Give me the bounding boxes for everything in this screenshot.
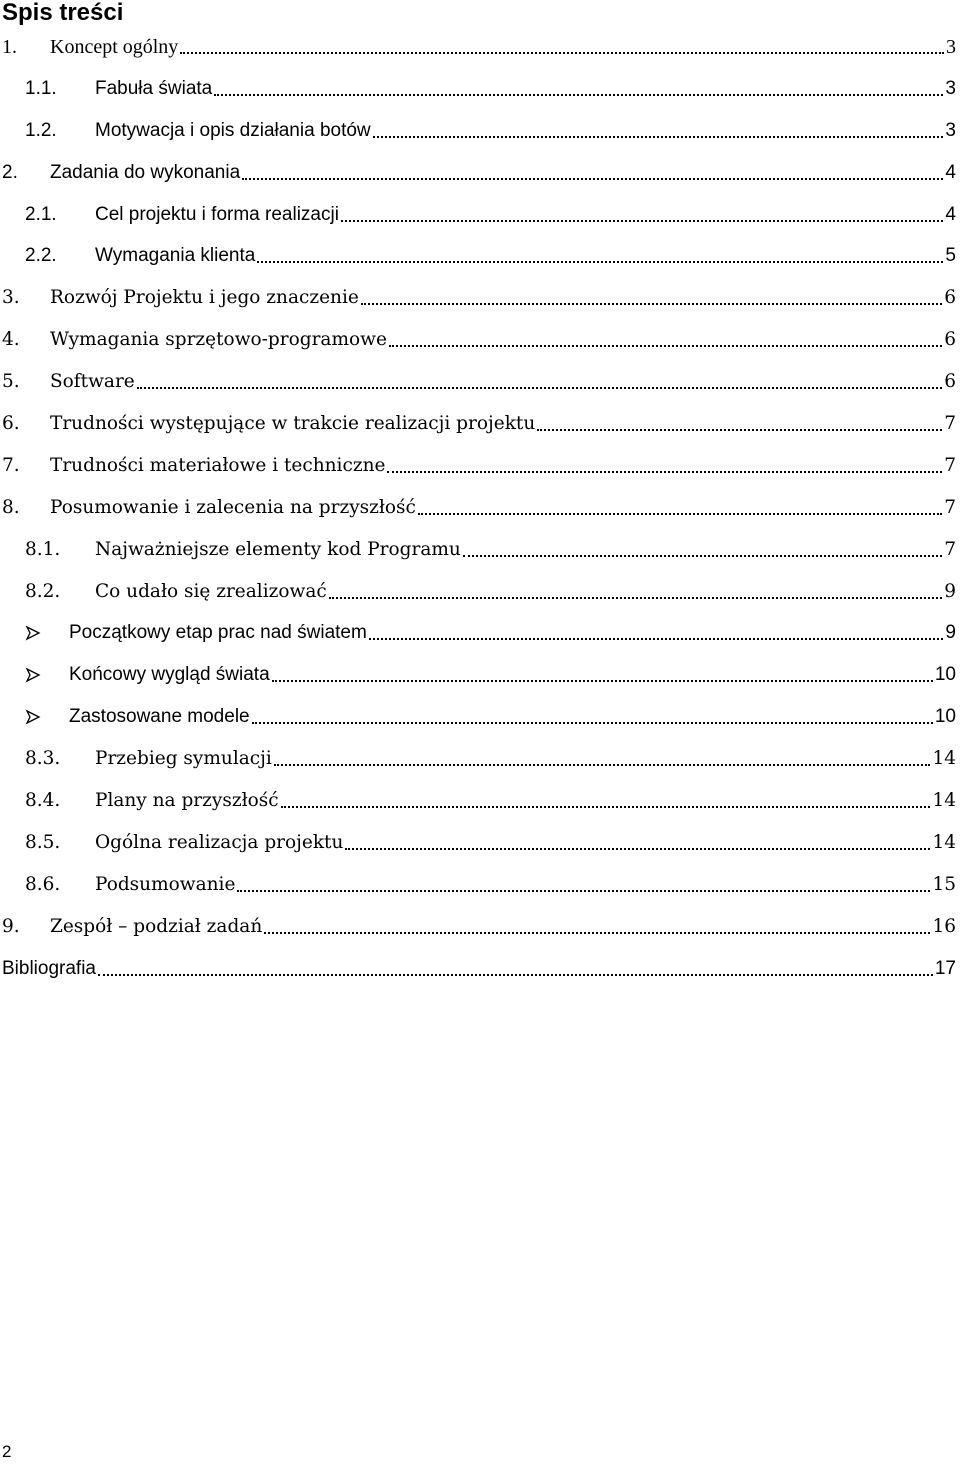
toc-dot-leader <box>537 429 942 431</box>
toc-entry[interactable] <box>0 696 960 738</box>
toc-entry-title: Przebieg symulacji <box>95 748 272 770</box>
toc-entry[interactable] <box>0 361 960 403</box>
toc-dot-leader <box>137 387 942 389</box>
toc-entry-number: 5. <box>2 371 20 393</box>
toc-dot-leader <box>329 597 942 599</box>
toc-entry-page: 14 <box>932 789 956 811</box>
toc-dot-leader <box>463 555 942 557</box>
table-of-contents <box>0 26 960 989</box>
toc-entry-title: Zespół – podział zadań <box>50 915 263 937</box>
toc-entry-title: Trudności materiałowe i techniczne <box>50 454 386 476</box>
toc-heading: Spis treści <box>2 0 124 26</box>
toc-entry-page: 6 <box>944 329 956 351</box>
toc-entry-number: 1.1. <box>25 77 57 99</box>
toc-dot-leader <box>98 974 933 976</box>
toc-entry-title: Początkowy etap prac nad światem <box>69 622 367 644</box>
toc-dot-leader <box>387 471 942 473</box>
footer-page-number: 2 <box>2 1442 12 1461</box>
toc-entry-page: 6 <box>944 287 956 309</box>
toc-entry-title: Wymagania klienta <box>95 245 256 267</box>
toc-entry-page: 3 <box>945 77 956 99</box>
toc-entry-page: 7 <box>944 454 956 476</box>
toc-entry-number: 2.2. <box>25 245 57 267</box>
toc-entry[interactable] <box>0 445 960 487</box>
toc-entry-number: 9. <box>2 915 20 937</box>
toc-entry-title: Motywacja i opis działania botów <box>95 119 371 141</box>
arrowhead-bullet-icon <box>25 667 41 683</box>
toc-entry[interactable] <box>0 864 960 906</box>
toc-dot-leader <box>180 52 944 54</box>
toc-entry-page: 14 <box>932 831 956 853</box>
toc-entry-bullet <box>0 709 69 725</box>
toc-entry-page: 4 <box>945 203 956 225</box>
toc-entry-page: 3 <box>946 35 956 58</box>
toc-entry[interactable] <box>0 822 960 864</box>
toc-entry-number: 1. <box>2 35 17 58</box>
toc-entry-number: 8. <box>2 496 20 518</box>
toc-entry-number: 1.2. <box>25 119 57 141</box>
toc-entry-page: 9 <box>945 622 956 644</box>
toc-entry[interactable] <box>0 403 960 445</box>
toc-entry-title: Rozwój Projektu i jego znaczenie <box>50 287 359 309</box>
toc-entry-page: 10 <box>934 706 956 728</box>
toc-entry-page: 7 <box>944 412 956 434</box>
toc-entry-title: Cel projektu i forma realizacji <box>95 203 339 225</box>
toc-entry-title: Zadania do wykonania <box>50 161 241 183</box>
toc-entry[interactable] <box>0 110 960 152</box>
toc-entry-title: Wymagania sprzętowo-programowe <box>50 329 387 351</box>
arrowhead-bullet-icon <box>25 709 41 725</box>
toc-entry[interactable] <box>0 487 960 529</box>
toc-entry-page: 15 <box>932 873 956 895</box>
toc-entry[interactable] <box>0 194 960 236</box>
toc-entry-number: 6. <box>2 412 20 434</box>
toc-entry-number: 3. <box>2 287 20 309</box>
toc-entry[interactable] <box>0 26 960 68</box>
toc-entry[interactable] <box>0 571 960 613</box>
toc-dot-leader <box>264 932 930 934</box>
toc-entry-page: 6 <box>944 371 956 393</box>
toc-entry-number: 2.1. <box>25 203 57 225</box>
arrowhead-bullet-icon <box>25 625 41 641</box>
toc-dot-leader <box>389 345 942 347</box>
toc-entry[interactable] <box>0 235 960 277</box>
toc-entry-page: 5 <box>945 245 956 267</box>
toc-entry-title: Trudności występujące w trakcie realizacji projektu <box>50 412 536 434</box>
toc-dot-leader <box>237 890 930 892</box>
toc-entry-number: 8.6. <box>25 873 61 895</box>
toc-entry[interactable] <box>0 68 960 110</box>
toc-entry-number: 8.5. <box>25 831 61 853</box>
toc-entry[interactable] <box>0 319 960 361</box>
toc-entry-page: 14 <box>932 748 956 770</box>
toc-entry[interactable] <box>0 948 960 990</box>
toc-entry-title: Software <box>50 371 135 393</box>
toc-dot-leader <box>242 178 943 180</box>
toc-dot-leader <box>361 303 942 305</box>
toc-entry-number: 8.2. <box>25 580 61 602</box>
toc-entry[interactable] <box>0 152 960 194</box>
toc-dot-leader <box>281 806 931 808</box>
toc-entry-bullet <box>0 625 69 641</box>
toc-entry-page: 16 <box>932 915 956 937</box>
toc-entry[interactable] <box>0 738 960 780</box>
toc-entry[interactable] <box>0 780 960 822</box>
toc-entry-number: 4. <box>2 329 20 351</box>
toc-entry-page: 7 <box>944 496 956 518</box>
toc-entry-number: 2. <box>2 161 18 183</box>
toc-entry-page: 10 <box>934 664 956 686</box>
toc-dot-leader <box>274 764 931 766</box>
toc-dot-leader <box>418 513 942 515</box>
toc-entry-title: Zastosowane modele <box>69 706 250 728</box>
toc-entry[interactable] <box>0 277 960 319</box>
toc-entry-number: 8.3. <box>25 748 61 770</box>
toc-dot-leader <box>345 848 930 850</box>
toc-entry-page: 9 <box>944 580 956 602</box>
toc-dot-leader <box>373 136 944 138</box>
toc-dot-leader <box>369 638 944 640</box>
toc-entry-title: Fabuła świata <box>95 77 213 99</box>
toc-entry-title: Najważniejsze elementy kod Programu <box>95 538 461 560</box>
toc-entry-title: Plany na przyszłość <box>95 789 279 811</box>
toc-entry[interactable] <box>0 529 960 571</box>
toc-entry-number: 7. <box>2 454 20 476</box>
toc-entry-page: 3 <box>945 119 956 141</box>
toc-entry[interactable] <box>0 654 960 696</box>
toc-entry-title: Posumowanie i zalecenia na przyszłość <box>50 496 416 518</box>
toc-entry-title: Ogólna realizacja projektu <box>95 831 344 853</box>
toc-entry-number: 8.4. <box>25 789 61 811</box>
toc-entry-page: 4 <box>945 161 956 183</box>
toc-entry-title: Co udało się zrealizować <box>95 580 327 602</box>
toc-entry-title: Podsumowanie <box>95 873 236 895</box>
toc-entry-title: Koncept ogólny <box>50 35 179 58</box>
toc-entry-page: 7 <box>944 538 956 560</box>
toc-dot-leader <box>214 94 943 96</box>
toc-entry[interactable] <box>0 612 960 654</box>
toc-entry-bullet <box>0 667 69 683</box>
toc-entry-title: Końcowy wygląd świata <box>69 664 270 686</box>
toc-dot-leader <box>257 261 943 263</box>
toc-entry-number: 8.1. <box>25 538 61 560</box>
toc-entry-page: 17 <box>934 957 956 979</box>
toc-dot-leader <box>341 220 944 222</box>
toc-entry[interactable] <box>0 906 960 948</box>
toc-entry-title: Bibliografia <box>2 957 96 979</box>
toc-dot-leader <box>252 722 933 724</box>
toc-dot-leader <box>272 680 933 682</box>
